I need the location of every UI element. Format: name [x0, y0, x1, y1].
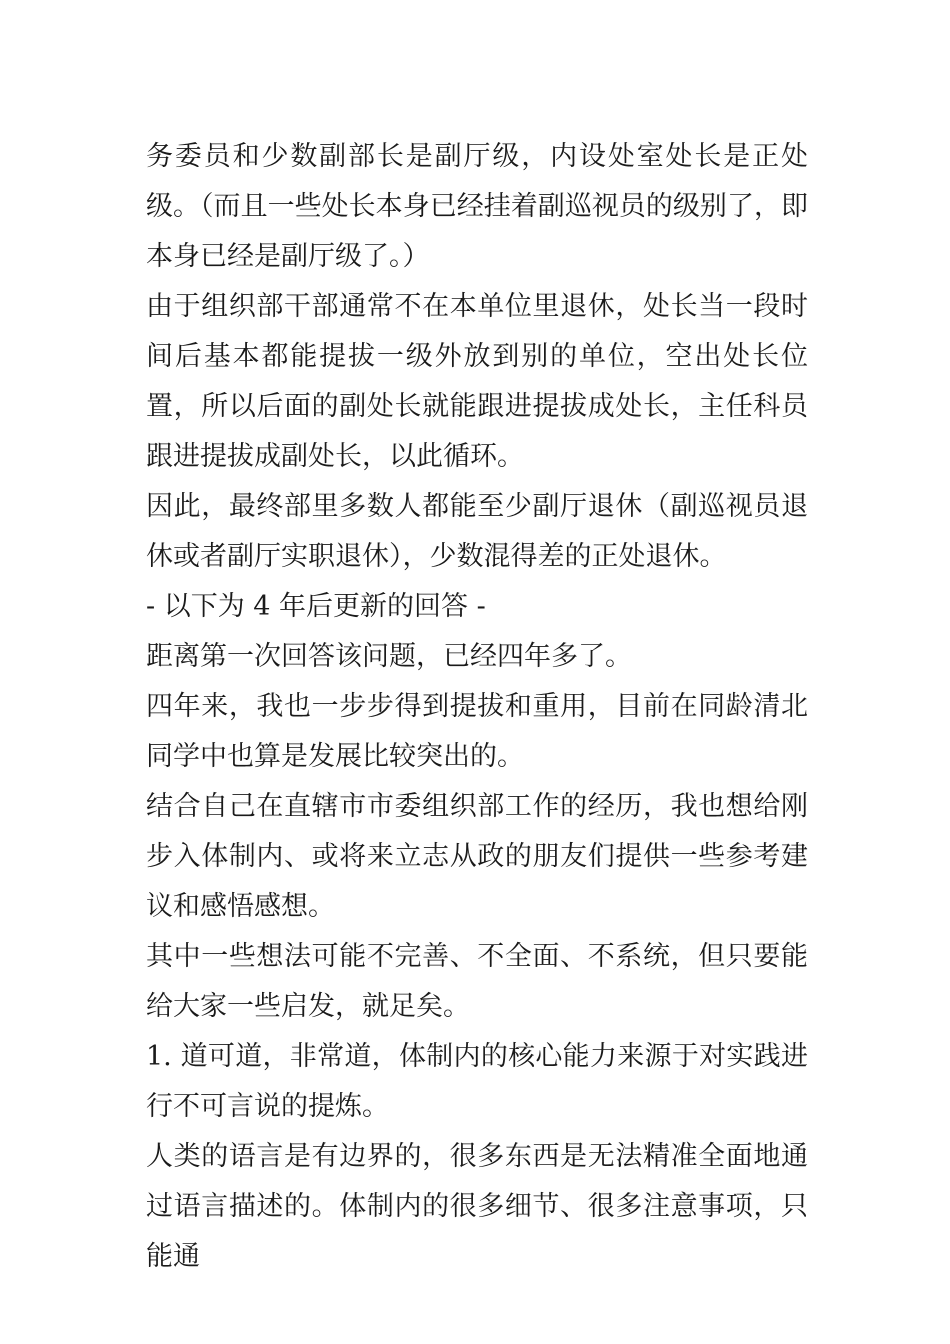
- paragraph-1: 务委员和少数副部长是副厅级，内设处室处长是正处级。（而且一些处长本身已经挂着副巡视员的级别了，即本身已经是副厅级了。）: [146, 141, 808, 272]
- body-text: [146, 132, 808, 1282]
- paragraph-8: 其中一些想法可能不完善、不全面、不系统，但只要能给大家一些启发，就足矣。: [146, 941, 808, 1022]
- section-heading-1: 1. 道可道，非常道，体制内的核心能力来源于对实践进行不可言说的提炼。: [146, 1041, 808, 1122]
- paragraph-10: 人类的语言是有边界的，很多东西是无法精准全面地通过语言描述的。体制内的很多细节、很多注意事项，只能通: [146, 1141, 808, 1272]
- paragraph-6: 四年来，我也一步步得到提拔和重用，目前在同龄清北同学中也算是发展比较突出的。: [146, 691, 808, 772]
- paragraph-5: 距离第一次回答该问题，已经四年多了。: [146, 641, 632, 672]
- paragraph-3: 因此，最终部里多数人都能至少副厅退休（副巡视员退休或者副厅实职退休），少数混得差的正处退休。: [146, 491, 808, 572]
- update-divider: - 以下为 4 年后更新的回答 -: [146, 591, 486, 622]
- paragraph-7: 结合自己在直辖市市委组织部工作的经历，我也想给刚步入体制内、或将来立志从政的朋友们提供一些参考建议和感悟感想。: [146, 791, 808, 922]
- paragraph-2: 由于组织部干部通常不在本单位里退休，处长当一段时间后基本都能提拔一级外放到别的单位，空出处长位置，所以后面的副处长就能跟进提拔成处长，主任科员跟进提拔成副处长，以此循环。: [146, 291, 808, 472]
